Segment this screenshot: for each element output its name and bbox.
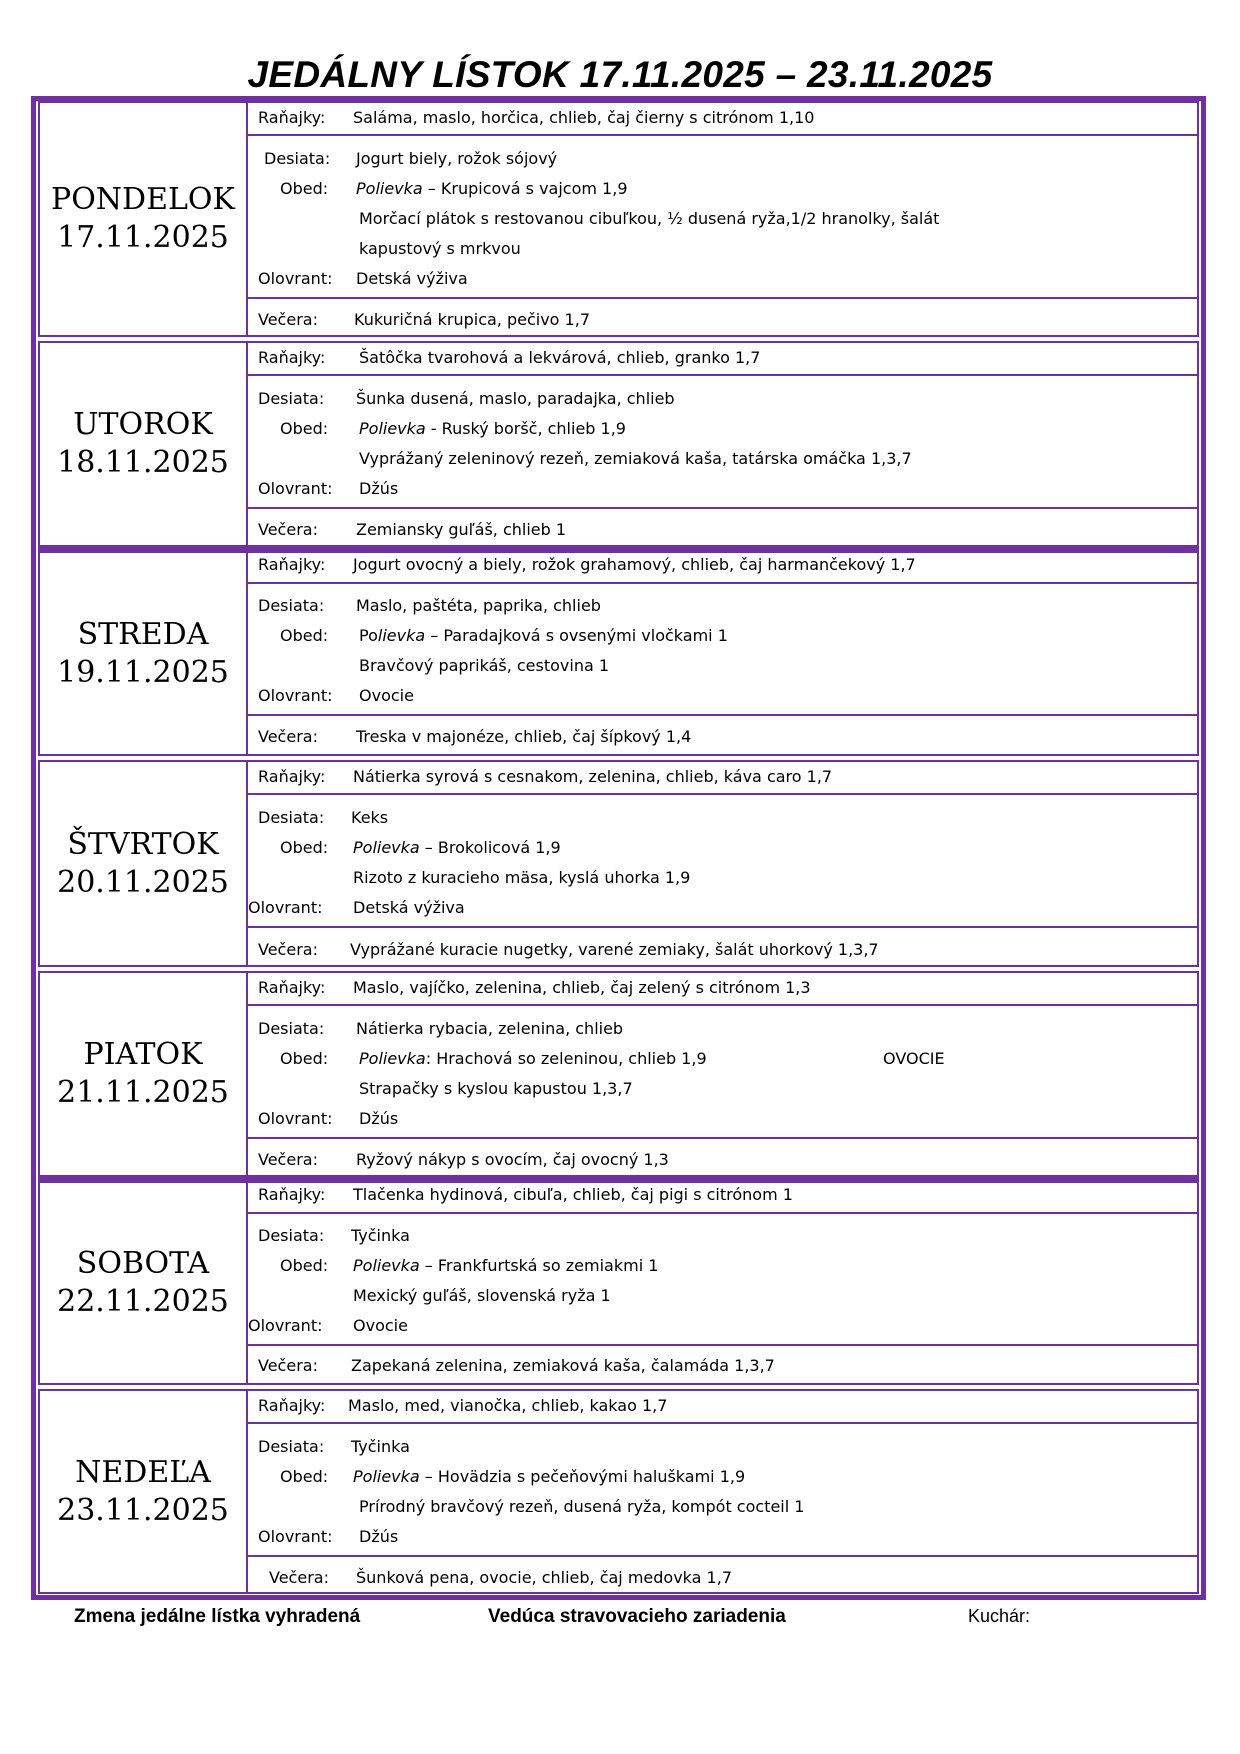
breakfast-label: Raňajky: <box>258 1185 326 1204</box>
dinner-label: Večera: <box>258 727 318 746</box>
breakfast-text: Maslo, med, vianočka, chlieb, kakao 1,7 <box>348 1396 668 1415</box>
dinner-text: Ryžový nákyp s ovocím, čaj ovocný 1,3 <box>356 1150 669 1169</box>
dinner-text: Kukuričná krupica, pečivo 1,7 <box>354 310 590 329</box>
day-name: PONDELOK <box>51 182 235 217</box>
lunch-label: Obed: <box>280 626 329 645</box>
day-date: 20.11.2025 <box>57 864 229 900</box>
lunch-label: Obed: <box>280 1467 329 1486</box>
dinner-label: Večera: <box>258 520 318 539</box>
day-header <box>40 343 248 545</box>
dinner-text: Vyprážané kuracie nugetky, varené zemiaky, šalát uhorkový 1,3,7 <box>350 940 879 959</box>
snack-text: Jogurt biely, rožok sójový <box>356 149 558 168</box>
day-date: 22.11.2025 <box>57 1284 229 1319</box>
breakfast-text: Jogurt ovocný a biely, rožok grahamový, chlieb, čaj harmančekový 1,7 <box>353 555 916 574</box>
day-date: 23.11.2025 <box>57 1492 229 1528</box>
snack-label: Desiata: <box>258 1019 325 1038</box>
breakfast-text: Tlačenka hydinová, cibuľa, chlieb, čaj pigi s citrónom 1 <box>353 1185 793 1204</box>
afternoon-text: Detská výživa <box>353 898 465 917</box>
snack-label: Desiata: <box>258 389 325 408</box>
dinner-text: Zemiansky guľáš, chlieb 1 <box>356 520 567 539</box>
day-name: ŠTVRTOK <box>67 826 219 862</box>
lunch-label: Obed: <box>280 1049 329 1068</box>
soup-prefix-start: Po <box>359 626 378 645</box>
day-date: 17.11.2025 <box>57 220 229 255</box>
snack-label: Desiata: <box>258 1437 325 1456</box>
snack-text: Maslo, paštéta, paprika, chlieb <box>356 596 601 615</box>
main-course-text-2: kapustový s mrkvou <box>359 239 521 258</box>
footer-head-label: Vedúca stravovacieho zariadenia <box>488 1606 786 1627</box>
main-course-text: Vyprážaný zeleninový rezeň, zemiaková kaša, tatárska omáčka 1,3,7 <box>359 449 912 468</box>
soup-prefix: Polievka <box>359 1049 426 1068</box>
day-header <box>40 1183 248 1383</box>
soup-prefix: Polievka <box>356 179 423 198</box>
afternoon-label: Olovrant: <box>258 686 333 705</box>
dinner-text: Zapekaná zelenina, zemiaková kaša, čalamáda 1,3,7 <box>351 1356 775 1375</box>
lunch-label: Obed: <box>280 419 329 438</box>
snack-text: Tyčinka <box>351 1226 410 1245</box>
snack-label: Desiata: <box>264 149 331 168</box>
day-block-wednesday <box>38 553 1199 756</box>
day-name: UTOROK <box>73 407 213 442</box>
afternoon-text: Džús <box>359 1109 399 1128</box>
soup-text: – Paradajková s ovsenými vločkami 1 <box>425 626 728 645</box>
day-block-tuesday <box>38 341 1199 547</box>
breakfast-label: Raňajky: <box>258 108 326 127</box>
day-name: SOBOTA <box>76 1246 210 1281</box>
afternoon-label: Olovrant: <box>258 1109 333 1128</box>
main-course-text: Rizoto z kuracieho mäsa, kyslá uhorka 1,9 <box>353 868 691 887</box>
main-course-text: Prírodný bravčový rezeň, dusená ryža, kompót cocteil 1 <box>359 1497 805 1516</box>
snack-text: Nátierka rybacia, zelenina, chlieb <box>356 1019 624 1038</box>
lunch-label: Obed: <box>280 1256 329 1275</box>
breakfast-label: Raňajky: <box>258 348 326 367</box>
afternoon-label: Olovrant: <box>248 1316 323 1335</box>
main-course-text: Strapačky s kyslou kapustou 1,3,7 <box>359 1079 633 1098</box>
main-course-text: Morčací plátok s restovanou cibuľkou, ½ dusená ryža,1/2 hranolky, šalát <box>359 209 940 228</box>
afternoon-label: Olovrant: <box>258 1527 333 1546</box>
soup-prefix: Polievka <box>359 419 426 438</box>
day-block-monday <box>38 101 1199 337</box>
soup-prefix: Polievka <box>353 838 420 857</box>
soup-text: – Brokolicová 1,9 <box>419 838 561 857</box>
main-course-text: Mexický guľáš, slovenská ryža 1 <box>353 1286 611 1305</box>
soup-text: : Hrachová so zeleninou, chlieb 1,9 <box>425 1049 707 1068</box>
snack-text: Tyčinka <box>351 1437 410 1456</box>
day-date: 19.11.2025 <box>57 654 229 690</box>
dinner-text: Šunková pena, ovocie, chlieb, čaj medovka 1,7 <box>356 1568 732 1587</box>
dinner-text: Treska v majonéze, chlieb, čaj šípkový 1,4 <box>356 727 692 746</box>
soup-prefix: lievka <box>377 626 426 645</box>
lunch-label: Obed: <box>280 179 329 198</box>
afternoon-label: Olovrant: <box>258 479 333 498</box>
day-block-saturday <box>38 1183 1199 1385</box>
breakfast-text: Saláma, maslo, horčica, chlieb, čaj čierny s citrónom 1,10 <box>353 108 815 127</box>
soup-prefix: Polievka <box>353 1256 420 1275</box>
day-header <box>40 553 248 754</box>
afternoon-text: Džús <box>359 479 399 498</box>
afternoon-label: Olovrant: <box>258 269 333 288</box>
snack-label: Desiata: <box>258 1226 325 1245</box>
dinner-label: Večera: <box>269 1568 329 1587</box>
day-name: NEDEĽA <box>75 1454 211 1490</box>
day-block-friday <box>38 971 1199 1177</box>
afternoon-text: Džús <box>359 1527 399 1546</box>
footer-cook-label: Kuchár: <box>968 1606 1031 1626</box>
breakfast-text: Maslo, vajíčko, zelenina, chlieb, čaj zelený s citrónom 1,3 <box>353 978 811 997</box>
breakfast-text: Nátierka syrová s cesnakom, zelenina, chlieb, káva caro 1,7 <box>353 767 833 786</box>
snack-label: Desiata: <box>258 596 325 615</box>
breakfast-label: Raňajky: <box>258 767 326 786</box>
breakfast-label: Raňajky: <box>258 1396 326 1415</box>
day-block-thursday <box>38 760 1199 967</box>
afternoon-text: Detská výživa <box>356 269 468 288</box>
snack-text: Šunka dusená, maslo, paradajka, chlieb <box>356 389 675 408</box>
day-header <box>40 103 248 335</box>
soup-text: – Frankfurtská so zemiakmi 1 <box>419 1256 659 1275</box>
breakfast-text: Šatôčka tvarohová a lekvárová, chlieb, granko 1,7 <box>359 348 761 367</box>
footer-change-note: Zmena jedálne lístka vyhradená <box>74 1606 361 1627</box>
breakfast-label: Raňajky: <box>258 555 326 574</box>
day-date: 21.11.2025 <box>57 1075 229 1110</box>
dinner-label: Večera: <box>258 940 318 959</box>
dinner-label: Večera: <box>258 1356 318 1375</box>
day-date: 18.11.2025 <box>57 445 229 480</box>
soup-text: – Krupicová s vajcom 1,9 <box>422 179 628 198</box>
extra-note: OVOCIE <box>883 1049 945 1068</box>
day-header <box>40 973 248 1175</box>
day-name: PIATOK <box>83 1037 203 1072</box>
afternoon-text: Ovocie <box>353 1316 408 1335</box>
soup-text: – Hovädzia s pečeňovými haluškami 1,9 <box>419 1467 746 1486</box>
lunch-label: Obed: <box>280 838 329 857</box>
snack-label: Desiata: <box>258 808 325 827</box>
afternoon-text: Ovocie <box>359 686 414 705</box>
snack-text: Keks <box>351 808 389 827</box>
afternoon-label: Olovrant: <box>248 898 323 917</box>
soup-prefix: Polievka <box>353 1467 420 1486</box>
day-header <box>40 762 248 965</box>
main-course-text: Bravčový paprikáš, cestovina 1 <box>359 656 610 675</box>
day-header <box>40 1391 248 1592</box>
day-name: STREDA <box>77 616 209 652</box>
soup-text: - Ruský boršč, chlieb 1,9 <box>425 419 626 438</box>
dinner-label: Večera: <box>258 1150 318 1169</box>
dinner-label: Večera: <box>258 310 318 329</box>
breakfast-label: Raňajky: <box>258 978 326 997</box>
day-block-sunday <box>38 1389 1199 1594</box>
page-title: JEDÁLNY LÍSTOK 17.11.2025 – 23.11.2025 <box>247 54 993 95</box>
